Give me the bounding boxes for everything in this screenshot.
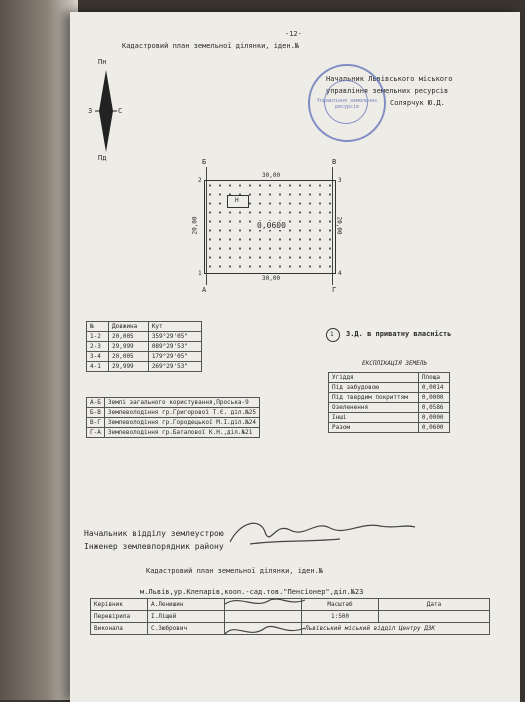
point-1-label: 1 [198,270,202,277]
segment-cell: 3-4 [87,352,109,362]
stamp-text: Управління земельних ресурсів [316,98,378,110]
head-department-label: Начальник відділу землеустрою [84,529,224,538]
corner-a-label: А [202,286,207,294]
name-cell: А.Ленишин [148,599,225,611]
length-cell: 29,999 [109,342,149,352]
page-number: -12- [285,30,302,38]
table-row [87,332,202,342]
handwritten-signature [220,512,420,552]
organization-cell: Львівський міський відділ Центру ДЗК [302,623,490,635]
boundary-cell: В-Г [87,418,105,428]
date-value [379,611,490,623]
table-row [329,423,450,433]
table-row [87,408,260,418]
left-length: 20,00 [191,216,199,235]
land-type-cell: Під забудовою [329,383,419,393]
header-title: Кадастровий план земельної ділянки, іден.№ [122,42,300,50]
role-cell: Перевірила [91,611,148,623]
corner-g-label: Г [332,286,337,294]
role-cell: Керівник [91,599,148,611]
cadastral-plan-sheet [70,12,520,702]
lengths-table [86,321,202,372]
title-block-title: Кадастровий план земельної ділянки, іден.№ [146,567,324,575]
angle-cell: 359°29'05" [148,332,201,342]
approval-line-3: Солярчук Ю.Д. [390,99,445,107]
ownership-note-text: З.Д. в приватну власність [346,330,452,338]
header-land-type: Угіддя [329,373,419,383]
date-label: Дата [379,599,490,611]
scale-label: Масштаб [302,599,379,611]
point-4-label: 4 [338,270,342,277]
point-2-label: 2 [198,177,202,184]
underlying-page-edge [0,0,78,700]
building-footprint [227,195,249,208]
boundary-cell: Б-В [87,408,105,418]
compass-west-label: З [88,107,93,115]
land-type-cell: Озеленення [329,403,419,413]
bottom-length: 30,00 [262,275,281,282]
engineer-label: Інженер землевпорядник району [84,542,224,551]
table-row [87,418,260,428]
name-cell: І.Ліщей [148,611,225,623]
top-length: 30,00 [262,172,281,179]
approval-line-1: Начальник Львівського міського [326,75,453,83]
corner-b-label: Б [202,158,207,166]
table-row [329,383,450,393]
angle-cell: 269°29'53" [148,362,201,372]
table-row [87,362,202,372]
ownership-note-marker [326,328,340,342]
explication-table [328,372,450,433]
land-type-cell: Під твердим покриттям [329,393,419,403]
angle-cell: 089°29'53" [148,342,201,352]
angle-cell: 179°29'05" [148,352,201,362]
building-label: Н [235,197,239,204]
area-cell: 0,0000 [418,413,449,423]
boundary-cell: Г-А [87,428,105,438]
role-cell: Виконала [91,623,148,635]
ownership-note-number: 1 [330,331,334,338]
point-3-label: 3 [338,177,342,184]
area-cell: 0,0000 [418,393,449,403]
right-length: 20,00 [335,216,343,235]
neighbor-cell: Землеволодіння гр.Григорової Т.Є. діл.№25 [104,408,259,418]
explication-title: ЕКСПЛІКАЦІЯ ЗЕМЕЛЬ [362,360,428,367]
table-row [87,342,202,352]
segment-cell: 2-3 [87,342,109,352]
neighbor-cell: Землеволодіння гр.Баталової К.Н.,діл.№21 [104,428,259,438]
compass-arrow-icon [95,70,117,152]
land-plot [204,180,336,274]
official-stamp [308,64,386,142]
title-block-signatures [220,592,310,642]
compass-south-label: Пд [98,154,107,162]
neighbor-cell: Землі загального користування,Проська-9 [104,398,259,408]
length-cell: 20,005 [109,332,149,342]
approval-line-2: управління земельних ресурсів [326,87,449,95]
table-row [87,398,260,408]
corner-v-label: В [332,158,337,166]
header-angle: Кут [148,322,201,332]
table-header-row [87,322,202,332]
name-cell: С.Зюбрович [148,623,225,635]
length-cell: 20,005 [109,352,149,362]
scale-value: 1:500 [302,611,379,623]
area-cell: 0,0586 [418,403,449,413]
table-row [329,403,450,413]
land-type-cell: Разом [329,423,419,433]
segment-cell: 4-1 [87,362,109,372]
header-area: Площа [418,373,449,383]
land-type-cell: Інші [329,413,419,423]
table-row [87,352,202,362]
plot-area: 0,0600 [257,221,286,230]
table-row [87,428,260,438]
compass-east-label: С [118,107,123,115]
header-number: № [87,322,109,332]
table-row [329,413,450,423]
title-block-address: м.Львів,ур.Клепарів,кооп.-сад.тов."Пенсіонер",діл.№23 [140,588,364,596]
compass-north-label: Пн [98,58,107,66]
neighbors-table [86,397,260,438]
header-length: Довжина [109,322,149,332]
neighbor-cell: Землеволодіння гр.Городецької М.І.діл.№24 [104,418,259,428]
segment-cell: 1-2 [87,332,109,342]
boundary-cell: А-Б [87,398,105,408]
table-row [329,393,450,403]
length-cell: 29,999 [109,362,149,372]
area-cell: 0,0600 [418,423,449,433]
table-header-row [329,373,450,383]
area-cell: 0,0014 [418,383,449,393]
